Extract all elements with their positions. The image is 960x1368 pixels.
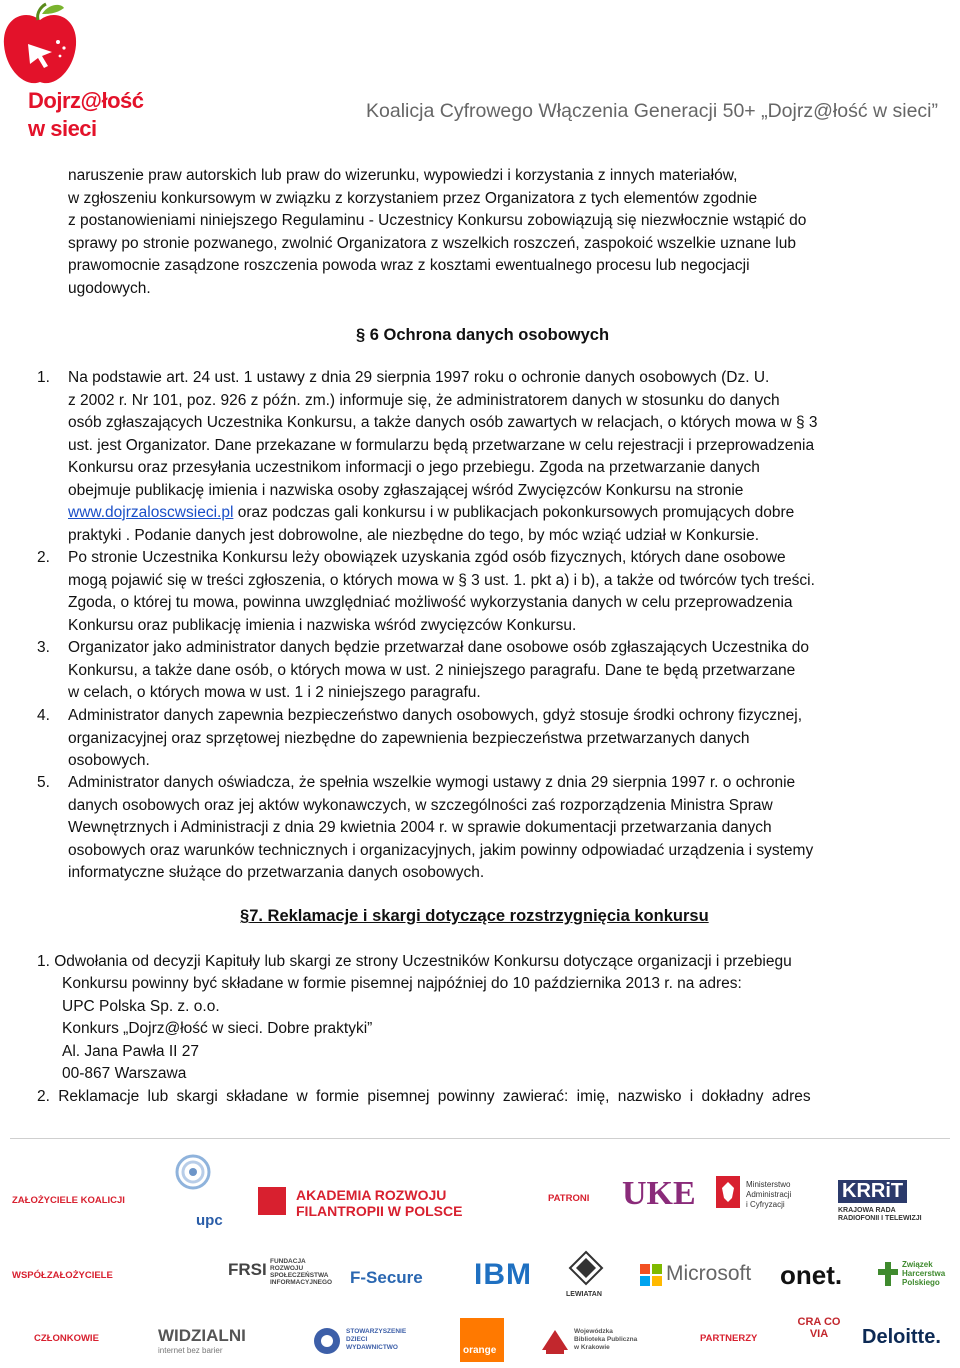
intro-line: sprawy po stronie pozwanego, zwolnić Organizatora z wszelkich roszczeń, zaspokoić wszelkie uznane lub xyxy=(68,234,796,252)
list-item xyxy=(68,705,908,773)
item-line: Po stronie Uczestnika Konkursu leży obowiązek uzyskania zgód osób fizycznych, których dane osobowe xyxy=(68,549,786,566)
item-line: osobowych oraz warunków technicznych i organizacyjnych, jakim powinny odpowiadać urządzenia i systemy xyxy=(68,841,814,859)
item-line: osobowych. xyxy=(68,752,150,769)
intro-paragraph xyxy=(68,165,908,300)
item-line: informatyczne służące do przetwarzania danych osobowych. xyxy=(68,864,485,881)
item-line: Administrator danych oświadcza, że spełnia wszelkie wymogi ustawy z dnia 29 sierpnia 1997 r. o ochronie xyxy=(68,774,796,791)
eagle-emblem-icon xyxy=(716,1176,740,1208)
item-line: ust. jest Organizator. Dane przekazane w formularzu będą przetwarzane w celu rejestracji i przeprowadzenia xyxy=(68,436,815,454)
item-line: Konkursu, a także dane osób, o których mowa w ust. 2 niniejszego paragrafu. Dane te będą przetwarzane xyxy=(68,661,796,679)
widzialni-logo: WIDZIALNI xyxy=(158,1326,246,1345)
link-trailing-text: oraz podczas gali konkursu i w publikacjach pokonkursowych promujących dobre xyxy=(233,504,795,521)
cracow-logo: CRA CO VIA xyxy=(797,1316,841,1340)
intro-line: z postanowieniami niniejszego Regulaminu - Uczestnicy Konkursu zobowiązują się niezwłocznie wstąpić do xyxy=(68,212,807,229)
frsi-sub2: ROZWOJU xyxy=(270,1265,304,1272)
zhp-line3: Polskiego xyxy=(902,1278,940,1287)
biblioteka-line1: Wojewódzka xyxy=(574,1328,613,1335)
list-number: 1. xyxy=(37,369,50,386)
fsecure-logo: F-Secure xyxy=(350,1268,423,1287)
frsi-sub4: INFORMACYJNEGO xyxy=(270,1279,333,1286)
item-line: w celach, o których mowa w ust. 1 i 2 niniejszego paragrafu. xyxy=(68,684,481,701)
list-number: 3. xyxy=(37,639,50,656)
coalition-title: Koalicja Cyfrowego Włączenia Generacji 50+ „Dojrz@łość w sieci” xyxy=(366,100,938,122)
intro-line: w zgłoszeniu konkursowym w związku z korzystaniem przez Organizatora z tych elementów zgodnie xyxy=(68,189,758,207)
biblioteka-line3: w Krakowie xyxy=(574,1344,610,1351)
cofounders-label: WSPÓŁZAŁOŻYCIELE xyxy=(12,1270,113,1281)
item-line: Konkursu oraz publikację imienia i nazwiska wśród zwycięzców Konkursu. xyxy=(68,616,577,634)
microsoft-windows-icon xyxy=(640,1264,662,1286)
item-line: Al. Jana Pawła II 27 xyxy=(62,1042,199,1060)
ministry-line3: i Cyfryzacji xyxy=(746,1200,785,1209)
item-line: osób zgłaszających Uczestnika Konkursu, a także danych osób zawartych w relacjach, o których mowa w § 3 xyxy=(68,414,818,431)
website-link[interactable]: www.dojrzaloscwsieci.pl xyxy=(68,504,234,521)
zhp-cross-icon xyxy=(878,1262,898,1286)
item-line: 00-867 Warszawa xyxy=(62,1065,187,1082)
zhp-line2: Harcerstwa xyxy=(902,1269,946,1278)
krrit-sub1: KRAJOWA RADA xyxy=(838,1207,896,1214)
biblioteka-mark-icon xyxy=(540,1326,570,1356)
item-line xyxy=(68,502,908,525)
item-line: organizacyjnej oraz sprzętowej niezbędne do zapewnienia bezpieczeństwa przetwarzanych danych xyxy=(68,729,750,747)
widzialni-sub: internet bez barier xyxy=(158,1346,223,1355)
item-line: z 2002 r. Nr 101, poz. 926 z późn. zm.) informuje się, że administratorem danych w stosunku do danych xyxy=(68,391,780,409)
founders-label: ZAŁOŻYCIELE KOALICJI xyxy=(12,1195,125,1206)
item-line: danych osobowych oraz jej aktów wykonawczych, w szczególności zaś rozporządzenia Ministra Spraw xyxy=(68,796,773,814)
krrit-sub2: RADIOFONII I TELEWIZJI xyxy=(838,1215,922,1222)
stowarzyszenie-mark-icon xyxy=(312,1326,342,1356)
lewiatan-mark-icon xyxy=(568,1250,604,1286)
item-line: Konkursu oraz przesyłania uczestnikom informacji o jego przebiegu. Zgoda na przetwarzanie danych xyxy=(68,459,760,476)
deloitte-logo: Deloitte. xyxy=(862,1326,941,1348)
item-line: 2. Reklamacje lub skargi składane w formie pisemnej powinny zawierać: imię, nazwisko i dokładny adres xyxy=(37,1088,811,1105)
logo xyxy=(0,0,150,148)
orange-logo: orange xyxy=(463,1345,497,1356)
item-line: praktyki . Podanie danych jest dobrowolne, ale niezbędne do tego, by móc wziąć udział w Konkursie. xyxy=(68,526,760,544)
list-item xyxy=(68,547,908,637)
intro-line: ugodowych. xyxy=(68,279,151,297)
upc-label: upc xyxy=(196,1212,223,1229)
item-line: Administrator danych zapewnia bezpieczeństwo danych osobowych, gdyż stosuje środki ochrony fizycznej, xyxy=(68,707,803,724)
section-6-heading: § 6 Ochrona danych osobowych xyxy=(356,326,610,344)
ibm-logo: IBM xyxy=(474,1258,532,1291)
item-line: Konkursu powinny być składane w formie pisemnej najpóźniej do 10 października 2013 r. na adres: xyxy=(62,975,742,992)
partners-label: PARTNERZY xyxy=(700,1333,758,1344)
footer-divider xyxy=(10,1138,950,1139)
intro-line: naruszenie praw autorskich lub praw do wizerunku, wypowiedzi i korzystania z innych materiałów, xyxy=(68,167,738,184)
logo-text-line2: w sieci xyxy=(28,116,97,141)
stowarzyszenie-line2: DZIECI xyxy=(346,1336,368,1343)
upc-logo-icon xyxy=(158,1150,228,1212)
section-7-item-2 xyxy=(37,1086,927,1109)
onet-logo: onet. xyxy=(780,1260,843,1290)
frsi-sub1: FUNDACJA xyxy=(270,1258,306,1265)
item-line: 1. Odwołania od decyzji Kapituły lub skargi ze strony Uczestników Konkursu dotyczące organizacji i przebiegu xyxy=(37,953,792,970)
ministry-line1: Ministerstwo xyxy=(746,1180,791,1189)
list-item xyxy=(68,637,908,705)
section-symbol: § xyxy=(240,907,250,925)
akademia-line1: AKADEMIA ROZWOJU xyxy=(296,1187,447,1203)
biblioteka-line2: Biblioteka Publiczna xyxy=(574,1336,638,1343)
section-7-item-1 xyxy=(37,951,927,974)
stowarzyszenie-line3: WYDAWNICTWO xyxy=(346,1344,398,1351)
list-item xyxy=(68,367,908,547)
list-number: 4. xyxy=(37,707,50,724)
section-7-heading xyxy=(240,905,709,928)
apple-logo-icon xyxy=(0,0,150,90)
section-7-title: 7. Reklamacje i skargi dotyczące rozstrzygnięcia konkursu xyxy=(249,907,709,925)
intro-line: prawomocnie zasądzone roszczenia powoda wraz z kosztami ewentualnego procesu lub negocjacji xyxy=(68,257,750,274)
stowarzyszenie-line1: STOWARZYSZENIE xyxy=(346,1328,407,1335)
item-line: mogą pojawić się w treści zgłoszenia, o których mowa w § 3 ust. 1. pkt a) i b), a także od twórców tych treści. xyxy=(68,571,815,589)
patrons-label: PATRONI xyxy=(548,1193,590,1204)
list-item xyxy=(68,772,908,885)
item-line: Organizator jako administrator danych będzie przetwarzał dane osobowe osób zgłaszających Uczestnika do xyxy=(68,639,809,656)
item-line: obejmuje publikację imienia i nazwiska osoby zgłaszającej wśród Zwycięzców Konkursu na stronie xyxy=(68,481,744,499)
section-7-address xyxy=(62,973,902,1086)
item-line: Konkurs „Dojrz@łość w sieci. Dobre praktyki” xyxy=(62,1020,373,1037)
krrit-logo: KRRiT xyxy=(838,1180,907,1203)
ministry-line2: Administracji xyxy=(746,1190,792,1199)
item-line: Zgoda, o której tu mowa, powinna uwzględniać możliwość wykorzystania danych w celu przeprowadzenia xyxy=(68,594,793,611)
akademia-mark-icon xyxy=(258,1187,286,1215)
uke-logo: UKE xyxy=(622,1175,696,1212)
zhp-line1: Związek xyxy=(902,1260,933,1269)
members-label: CZŁONKOWIE xyxy=(34,1333,99,1344)
list-number: 5. xyxy=(37,774,50,791)
list-number: 2. xyxy=(37,549,50,566)
item-line: Wewnętrznych i Administracji z dnia 29 kwietnia 2004 r. w sprawie dokumentacji przetwarzania danych xyxy=(68,819,772,836)
item-line: UPC Polska Sp. z. o.o. xyxy=(62,997,220,1015)
frsi-logo: FRSI xyxy=(228,1260,267,1279)
item-line: Na podstawie art. 24 ust. 1 ustawy z dnia 29 sierpnia 1997 roku o ochronie danych osobowych (Dz. U. xyxy=(68,369,770,386)
lewiatan-label: LEWIATAN xyxy=(566,1291,602,1298)
microsoft-logo: Microsoft xyxy=(666,1262,752,1285)
frsi-sub3: SPOŁECZEŃSTWA xyxy=(270,1272,329,1279)
akademia-line2: FILANTROPII W POLSCE xyxy=(296,1203,463,1219)
logo-text-line1: Dojrz@łość xyxy=(28,88,144,113)
